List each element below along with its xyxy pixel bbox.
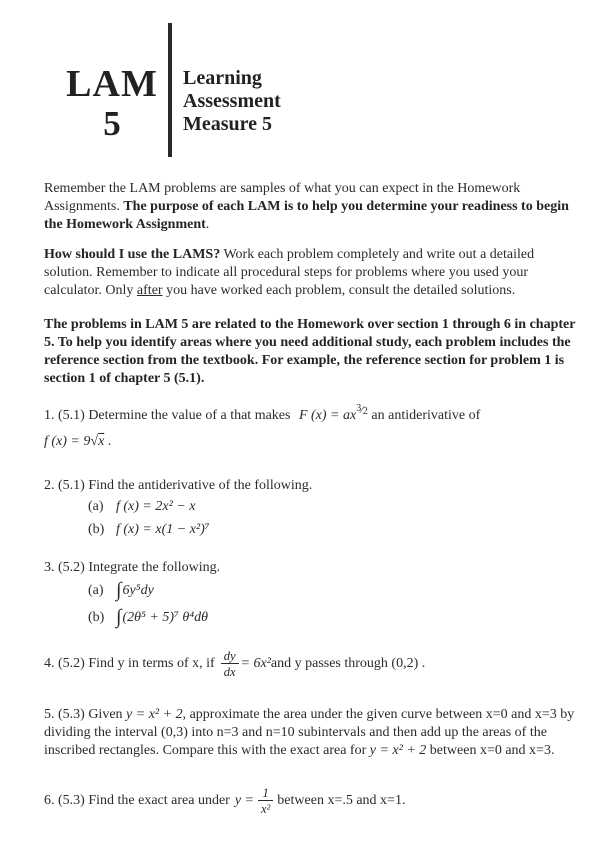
problem-1 <box>44 403 576 454</box>
problem-1-lead: 1. (5.1) Determine the value of a that makes <box>44 408 294 423</box>
problem-4-lead: 4. (5.2) Find y in terms of x, if <box>44 656 215 671</box>
fraction-denominator: dx <box>221 663 239 679</box>
problem-2a-equation: f (x) = 2x² − x <box>116 499 196 514</box>
problem-3-lead: 3. (5.2) Integrate the following. <box>44 560 221 575</box>
intro-p2-underlined-word: after <box>136 283 163 298</box>
problem-2-part-b <box>44 518 576 541</box>
problem-3a-integrand: 6y⁵dy <box>122 583 154 598</box>
header-title-line-1: Learning <box>183 67 262 89</box>
fraction-numerator: dy <box>223 649 236 663</box>
header-title-line-2: Assessment <box>183 90 281 112</box>
problem-5-equation-2: y = x² + 2 <box>369 743 427 758</box>
integral-sign: ∫ <box>116 579 122 601</box>
problem-1-line-2 <box>44 430 576 454</box>
problem-5-equation-1: y = x² + 2 <box>126 707 183 722</box>
exponent-fraction <box>356 397 368 424</box>
part-b-label: (b) <box>88 610 105 625</box>
intro-paragraph-2 <box>44 246 576 300</box>
intro-paragraph-3 <box>44 316 576 388</box>
radical-sign: √ <box>90 434 99 449</box>
integral-sign: ∫ <box>116 606 122 628</box>
problem-5-lead: 5. (5.3) Given <box>44 707 127 722</box>
reciprocal-fraction <box>258 786 273 816</box>
intro-p1-text-2: . <box>205 217 210 232</box>
fraction-denominator: x² <box>258 800 273 816</box>
problem-2 <box>44 477 576 541</box>
intro-p2-text-2: you have worked each problem, consult the detailed solutions. <box>162 283 516 298</box>
intro-paragraph-1 <box>44 180 576 234</box>
intro-p1-bold: The purpose of each LAM is to help you determine your readiness to begin the Homework Assignment <box>44 199 569 232</box>
intro-p2-bold: How should I use the LAMS? <box>44 247 221 262</box>
problem-3 <box>44 559 576 631</box>
intro-p3-bold: The problems in LAM 5 are related to the Homework over section 1 through 6 in chapter 5. To help you identify areas where you need additional study, each problem includes the reference section from the textbook. For example, the reference section for problem 1 is section 1 of chapter 5 (5.1). <box>44 317 576 386</box>
intro-p1-text-1: Remember the LAM problems are samples of what you can expect in the Homework Assignments. <box>44 181 521 214</box>
problem-3-part-a <box>44 577 576 604</box>
problem-4-equation: = 6x² <box>240 656 271 671</box>
problem-1-line-1 <box>44 403 576 430</box>
problem-3b-integrand: (2θ⁵ + 5)⁷ θ⁴dθ <box>122 610 208 625</box>
problem-5-middle: , approximate the area under the given curve between x=0 and x=3 by dividing the interval (0,3) into n=3 and n=10 subintervals and then add up the areas of the inscribed rectangles. Compare this with the exact area for <box>44 707 575 758</box>
part-a-label: (a) <box>88 583 104 598</box>
problem-2-part-a <box>44 495 576 518</box>
lam-logo-number: 5 <box>103 104 121 143</box>
problem-5-tail: between x=0 and x=3. <box>426 743 555 758</box>
fraction-slash: ⁄ <box>361 405 363 416</box>
part-a-label: (a) <box>88 499 104 514</box>
derivative-fraction <box>221 649 239 679</box>
problem-1-period: . <box>104 434 112 449</box>
problem-3-part-b <box>44 604 576 631</box>
exponent-numerator: 3 <box>356 403 362 414</box>
part-b-label: (b) <box>88 522 105 537</box>
lam-logo-text: LAM <box>66 63 158 105</box>
problem-6-equation: y = <box>234 793 254 808</box>
problem-4-tail: and y passes through (0,2) . <box>270 656 426 671</box>
problem-2-lead: 2. (5.1) Find the antiderivative of the following. <box>44 478 313 493</box>
exponent-denominator: 2 <box>362 406 368 417</box>
problem-6 <box>44 779 576 823</box>
fraction-numerator: 1 <box>262 786 269 800</box>
document-content <box>44 0 576 823</box>
problem-2b-equation: f (x) = x(1 − x²)⁷ <box>116 522 210 537</box>
problem-6-tail: between x=.5 and x=1. <box>277 793 406 808</box>
problem-5 <box>44 706 576 760</box>
problem-1-equation-f: f (x) = 9 <box>44 434 91 449</box>
problem-1-after: an antiderivative of <box>367 408 481 423</box>
problem-4 <box>44 644 576 684</box>
problem-6-lead: 6. (5.3) Find the exact area under <box>44 793 230 808</box>
header-title-line-3: Measure 5 <box>183 113 273 135</box>
intro-p2-text-1: Work each problem completely and write out a detailed solution. Remember to indicate all procedural steps for problems where you used your calculator. Only <box>44 247 535 298</box>
radicand: x <box>98 434 105 449</box>
problem-1-equation-F: F (x) = ax <box>298 408 357 423</box>
